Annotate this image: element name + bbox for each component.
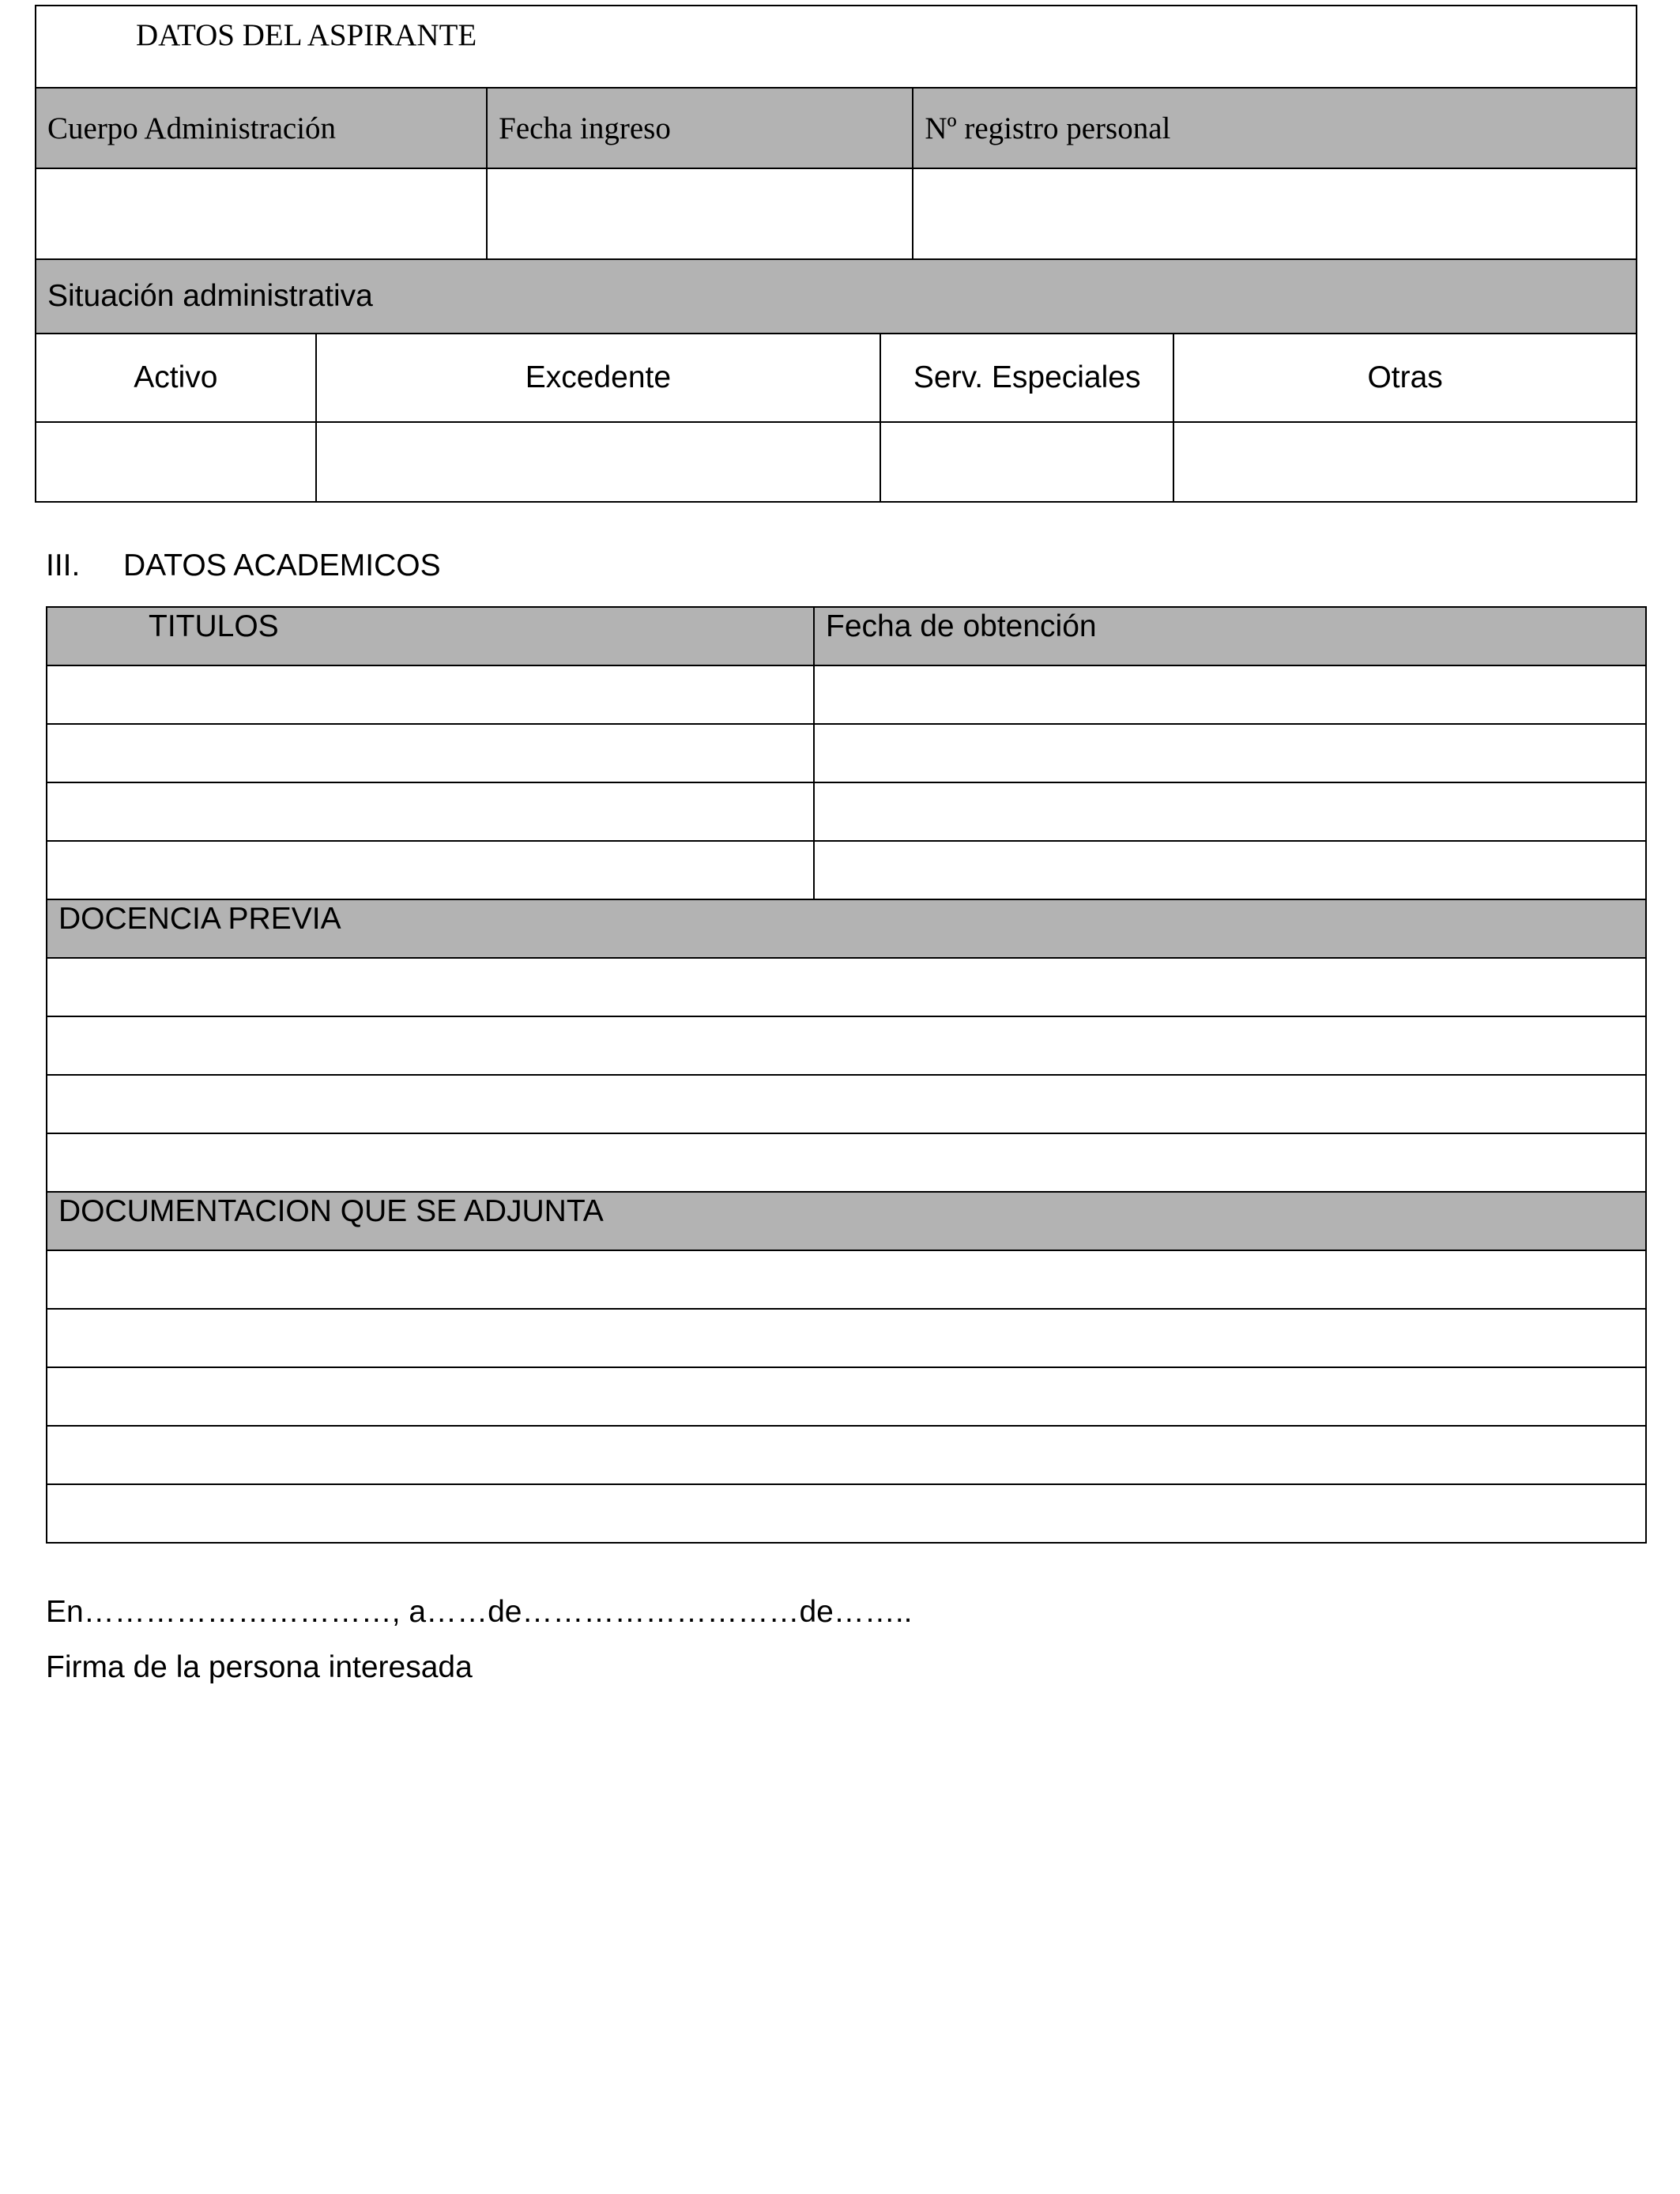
header-titulos: TITULOS [47, 607, 814, 665]
docencia-field[interactable] [47, 1133, 1646, 1192]
section-heading [46, 548, 441, 583]
titulo-field[interactable] [47, 665, 814, 724]
academicos-table [46, 606, 1647, 1544]
field-serv-especiales[interactable] [880, 422, 1173, 502]
fecha-obtencion-field[interactable] [814, 841, 1646, 899]
field-cuerpo-administracion[interactable] [36, 168, 487, 259]
titulo-field[interactable] [47, 782, 814, 841]
header-cuerpo-administracion: Cuerpo Administración [36, 88, 487, 168]
header-fecha-ingreso: Fecha ingreso [487, 88, 913, 168]
option-serv-especiales-label: Serv. Especiales [880, 334, 1173, 422]
titulo-field[interactable] [47, 841, 814, 899]
fecha-obtencion-field[interactable] [814, 724, 1646, 782]
field-excedente[interactable] [316, 422, 880, 502]
lugar-fecha-line: En…………………………, a……de………………………de…….. [46, 1595, 913, 1629]
field-registro-personal[interactable] [913, 168, 1637, 259]
aspirante-table [35, 5, 1637, 503]
section-number: III. [46, 548, 81, 582]
section-title: DATOS ACADEMICOS [123, 548, 441, 582]
docencia-field[interactable] [47, 1016, 1646, 1075]
option-otras-label: Otras [1173, 334, 1637, 422]
documentacion-field[interactable] [47, 1426, 1646, 1484]
header-registro-personal: Nº registro personal [913, 88, 1637, 168]
header-documentacion: DOCUMENTACION QUE SE ADJUNTA [47, 1192, 1646, 1250]
docencia-field[interactable] [47, 958, 1646, 1016]
option-activo-label: Activo [36, 334, 316, 422]
documentacion-field[interactable] [47, 1484, 1646, 1543]
field-activo[interactable] [36, 422, 316, 502]
header-docencia-previa: DOCENCIA PREVIA [47, 899, 1646, 958]
documentacion-field[interactable] [47, 1250, 1646, 1309]
fecha-obtencion-field[interactable] [814, 665, 1646, 724]
header-fecha-obtencion: Fecha de obtención [814, 607, 1646, 665]
fecha-obtencion-field[interactable] [814, 782, 1646, 841]
field-fecha-ingreso[interactable] [487, 168, 913, 259]
aspirante-title: DATOS DEL ASPIRANTE [36, 6, 1637, 88]
titulo-field[interactable] [47, 724, 814, 782]
documentacion-field[interactable] [47, 1367, 1646, 1426]
situacion-label: Situación administrativa [36, 259, 1637, 334]
firma-label: Firma de la persona interesada [46, 1650, 473, 1684]
docencia-field[interactable] [47, 1075, 1646, 1133]
documentacion-field[interactable] [47, 1309, 1646, 1367]
field-otras[interactable] [1173, 422, 1637, 502]
option-excedente-label: Excedente [316, 334, 880, 422]
